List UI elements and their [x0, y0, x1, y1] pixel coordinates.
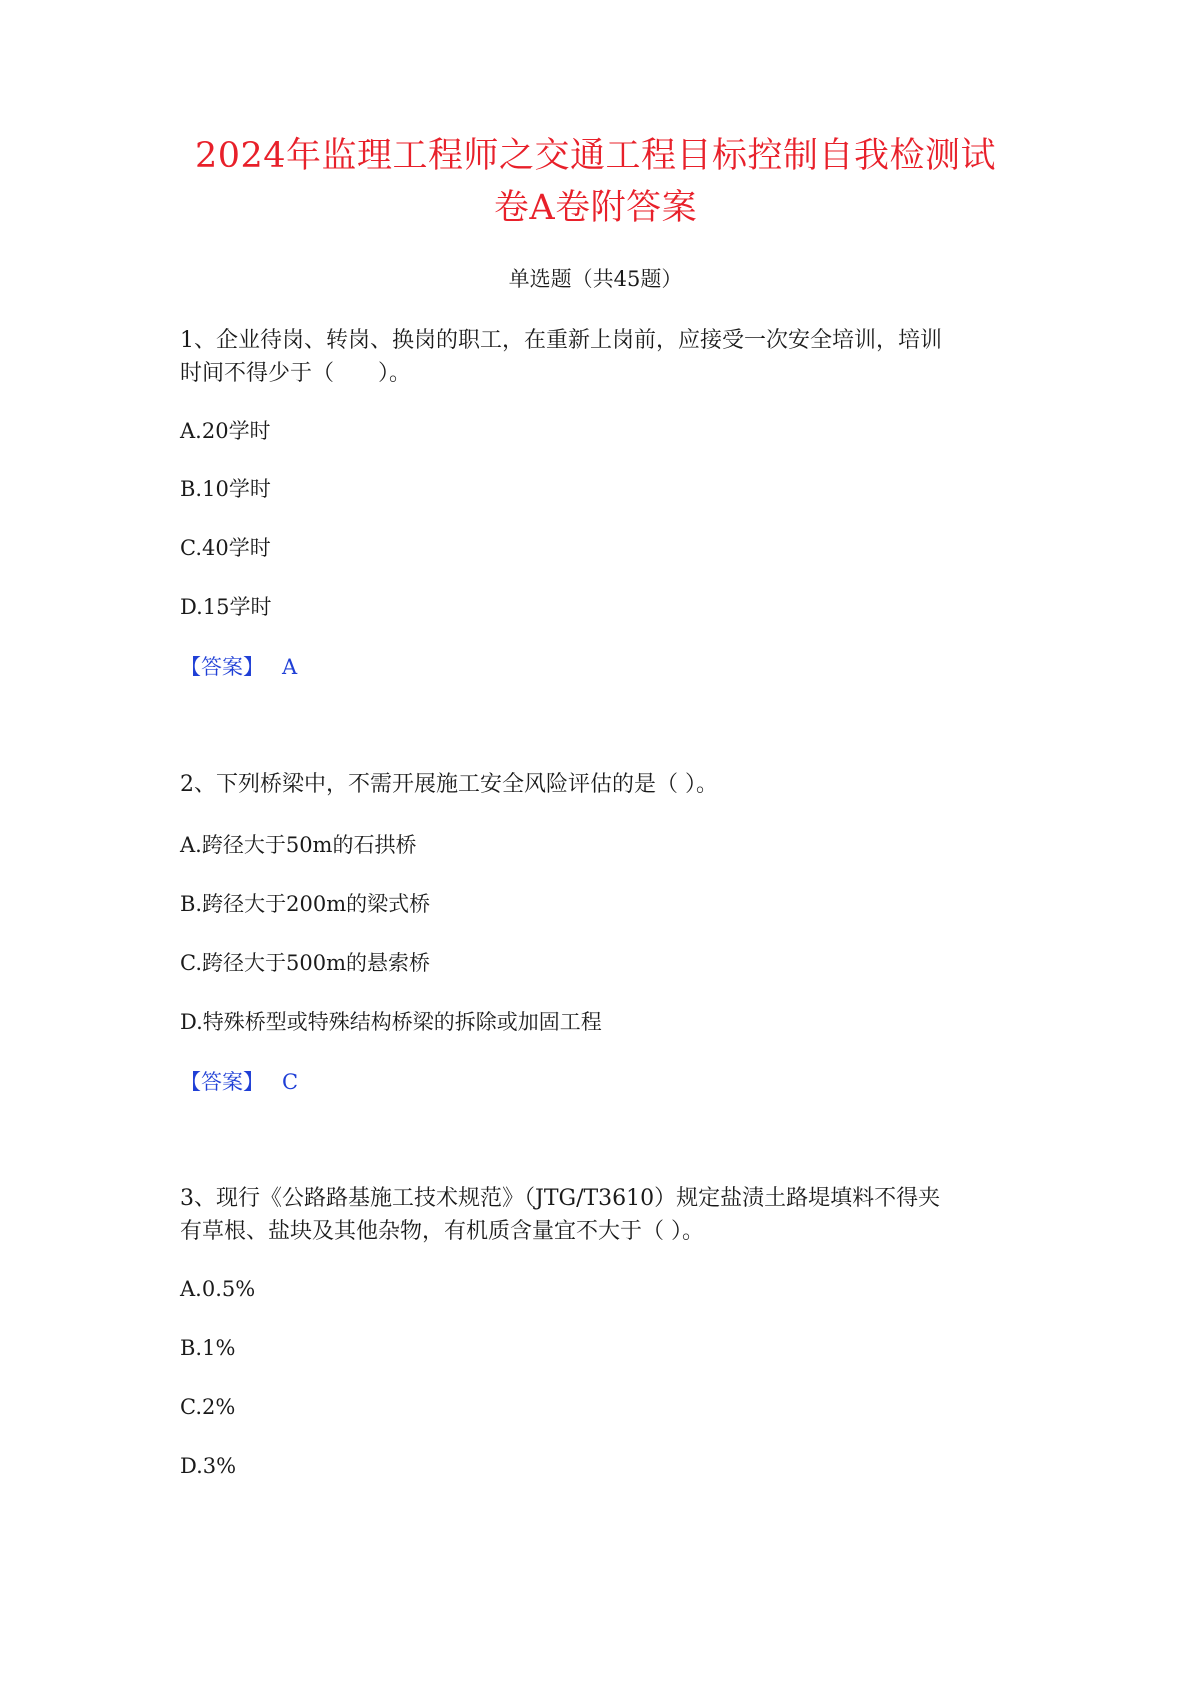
question-1-stem	[180, 324, 1020, 390]
title-line-1: 2024年监理工程师之交通工程目标控制自我检测试	[194, 136, 997, 176]
question-2-stem	[180, 768, 1020, 801]
question-3-option-d: D.3%	[180, 1454, 237, 1478]
answer-label: 【答案】	[180, 1070, 264, 1094]
document-title	[150, 130, 1041, 234]
question-1-answer	[180, 652, 297, 682]
question-stem-line: 1、企业待岗、转岗、换岗的职工，在重新上岗前，应接受一次安全培训，培训	[180, 328, 942, 353]
title-line-2: 卷A卷附答案	[493, 188, 698, 228]
question-1-option-d: D.15学时	[180, 595, 272, 619]
question-2-option-c: C.跨径大于500m的悬索桥	[180, 951, 430, 975]
question-3-option-a: A.0.5%	[180, 1277, 256, 1301]
answer-value: C	[282, 1070, 299, 1094]
answer-label: 【答案】	[180, 655, 264, 679]
question-2-answer	[180, 1067, 298, 1097]
question-2-option-a: A.跨径大于50m的石拱桥	[180, 833, 417, 857]
question-3-stem	[180, 1182, 1020, 1248]
question-stem-line: 有草根、盐块及其他杂物，有机质含量宜不大于（ ）。	[180, 1219, 704, 1244]
question-stem-line: 3、现行《公路路基施工技术规范》（JTG/T3610）规定盐渍土路堤填料不得夹	[180, 1186, 941, 1211]
question-3-option-b: B.1%	[180, 1336, 236, 1360]
question-1-option-b: B.10学时	[180, 477, 271, 501]
question-1-option-a: A.20学时	[180, 419, 271, 443]
question-stem-line: 2、下列桥梁中，不需开展施工安全风险评估的是（ ）。	[180, 772, 718, 797]
question-2-option-d: D.特殊桥型或特殊结构桥梁的拆除或加固工程	[180, 1010, 602, 1034]
answer-value: A	[282, 655, 298, 679]
section-heading: 单选题（共45题）	[508, 267, 683, 291]
question-2-option-b: B.跨径大于200m的梁式桥	[180, 892, 431, 916]
question-stem-line: 时间不得少于（ ）。	[180, 361, 412, 386]
question-1-option-c: C.40学时	[180, 536, 271, 560]
question-3-option-c: C.2%	[180, 1395, 236, 1419]
